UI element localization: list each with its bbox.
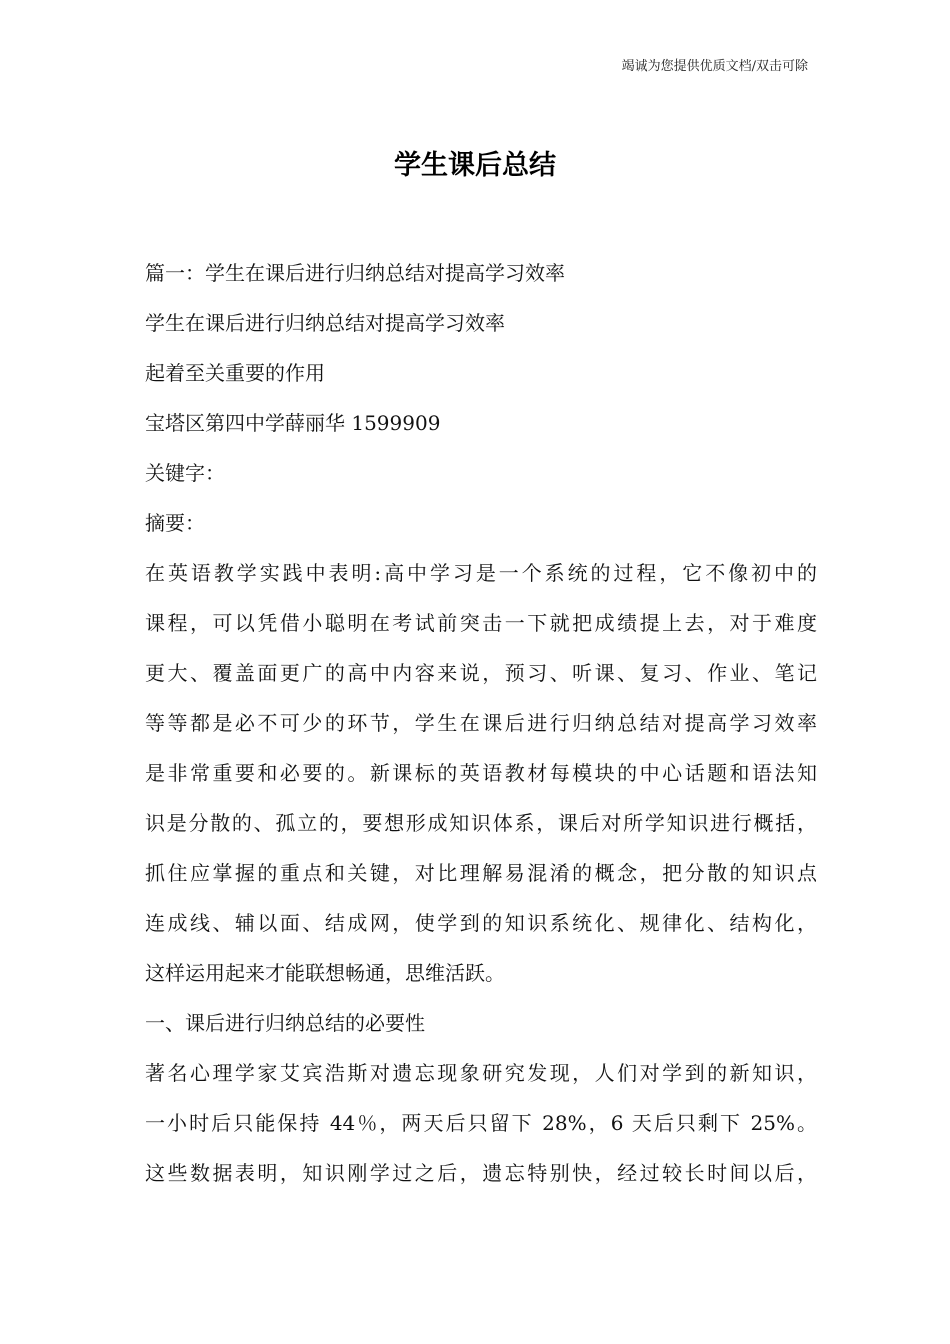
paragraph-line: 这样运用起来才能联想畅通，思维活跃。 <box>145 961 505 985</box>
author-line: 宝塔区第四中学薛丽华 1599909 <box>145 411 441 435</box>
paragraph-line: 连成线、辅以面、结成网，使学到的知识系统化、规律化、结构化， <box>145 911 817 935</box>
paragraph-line: 抓住应掌握的重点和关键，对比理解易混淆的概念，把分散的知识点 <box>145 861 817 885</box>
paragraph-line: 一小时后只能保持 44％，两天后只留下 28%，6 天后只剩下 25%。 <box>145 1111 817 1135</box>
paragraph-line: 课程，可以凭借小聪明在考试前突击一下就把成绩提上去，对于难度 <box>145 611 817 635</box>
paragraph-line: 更大、覆盖面更广的高中内容来说，预习、听课、复习、作业、笔记 <box>145 661 817 685</box>
document-title: 学生课后总结 <box>394 150 556 181</box>
paragraph-line: 是非常重要和必要的。新课标的英语教材每模块的中心话题和语法知 <box>145 761 817 785</box>
article-title-line-2: 起着至关重要的作用 <box>145 361 325 385</box>
article-title-line-1: 学生在课后进行归纳总结对提高学习效率 <box>145 311 505 335</box>
section-heading-part-one: 篇一：学生在课后进行归纳总结对提高学习效率 <box>145 261 565 285</box>
abstract-label: 摘要： <box>145 511 205 535</box>
paragraph-line: 著名心理学家艾宾浩斯对遗忘现象研究发现，人们对学到的新知识， <box>145 1061 817 1085</box>
paragraph-line: 这些数据表明，知识刚学过之后，遗忘特别快，经过较长时间以后， <box>145 1161 817 1185</box>
section-heading-necessity: 一、课后进行归纳总结的必要性 <box>145 1011 425 1035</box>
paragraph-line: 在英语教学实践中表明:高中学习是一个系统的过程，它不像初中的 <box>145 561 817 585</box>
paragraph-line: 等等都是必不可少的环节，学生在课后进行归纳总结对提高学习效率 <box>145 711 817 735</box>
header-note: 竭诚为您提供优质文档/双击可除 <box>621 59 808 74</box>
document-body <box>145 248 817 1198</box>
keywords-label: 关键字： <box>145 461 225 485</box>
paragraph-line: 识是分散的、孤立的，要想形成知识体系，课后对所学知识进行概括， <box>145 811 817 835</box>
